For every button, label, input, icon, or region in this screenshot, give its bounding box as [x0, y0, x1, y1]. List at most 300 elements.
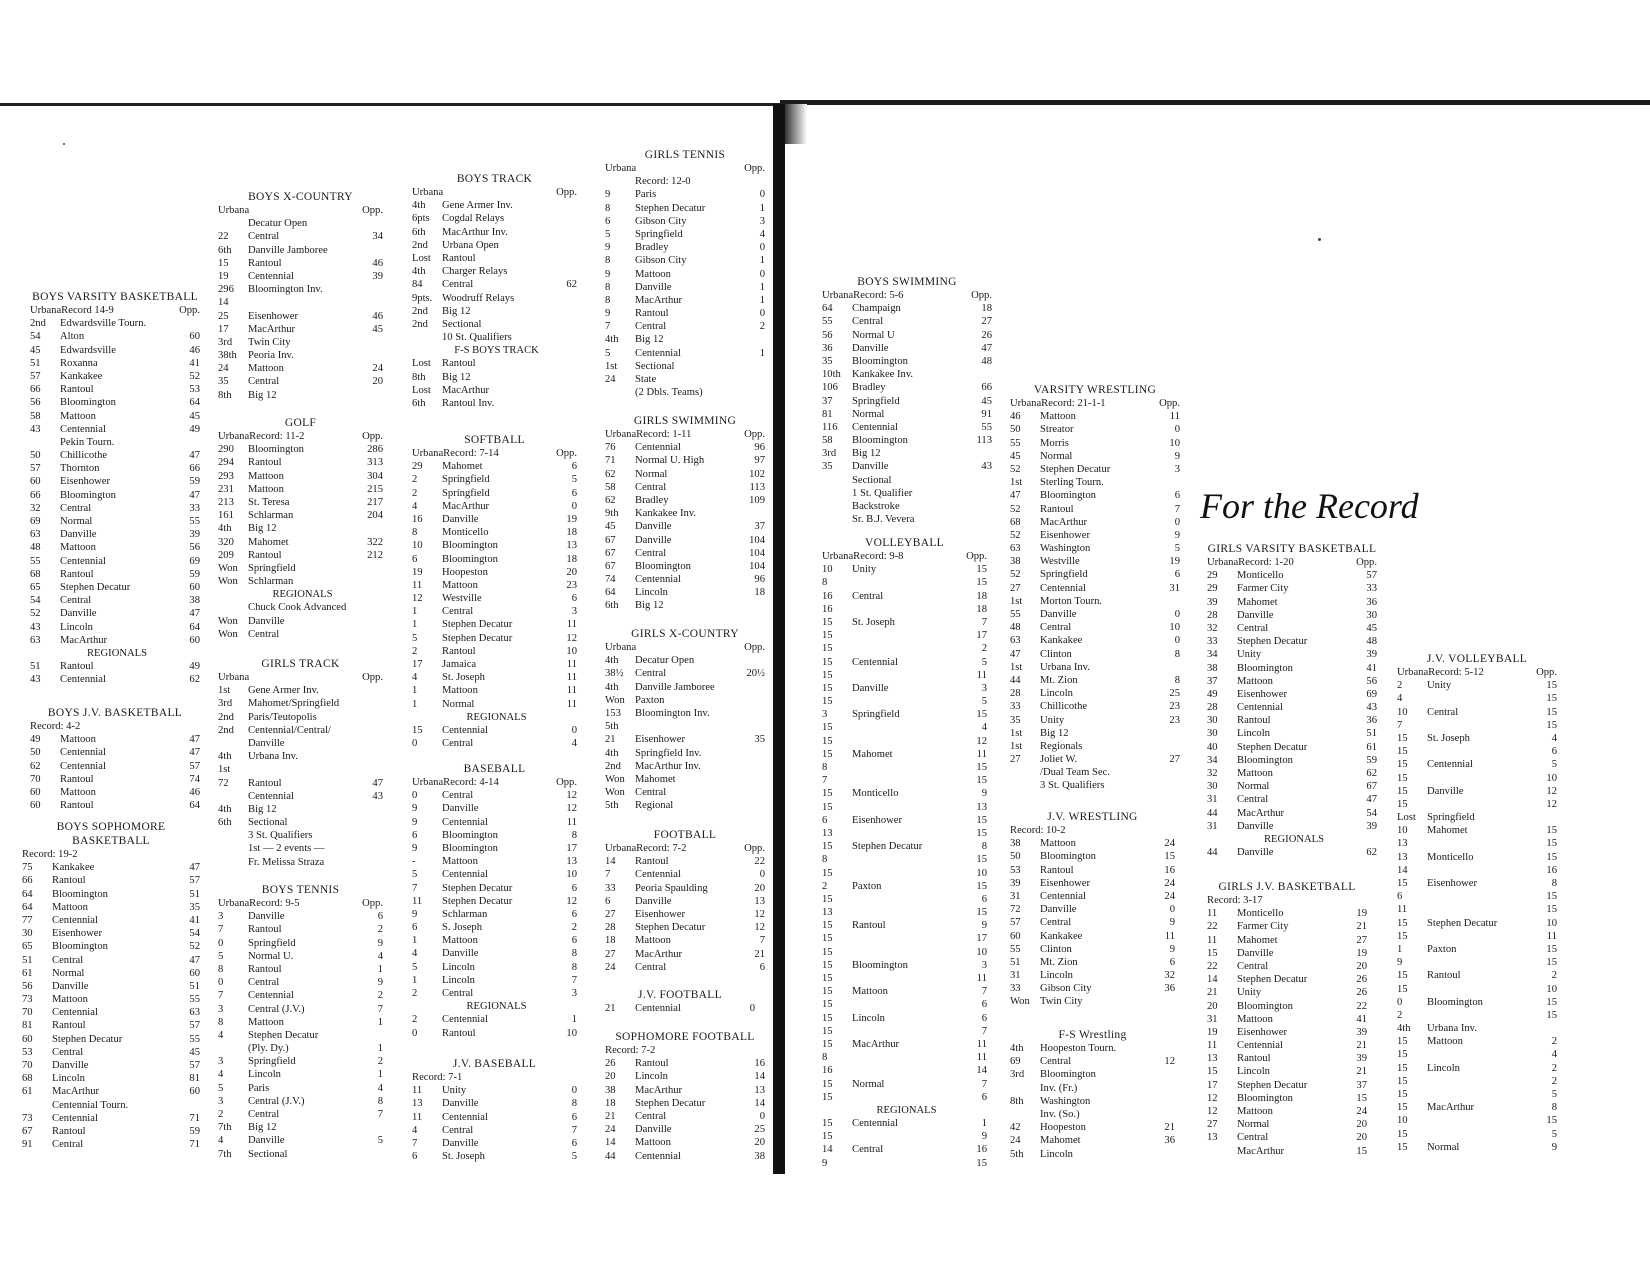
opponent-name: MacArthur	[60, 634, 108, 646]
opp-score: 4	[377, 950, 383, 962]
urbana-score: 73	[22, 994, 33, 1006]
urbana-score: 45	[30, 344, 41, 356]
opponent-name: Rantoul	[442, 1027, 476, 1039]
urbana-score: 213	[218, 496, 234, 508]
result-row	[1010, 753, 1180, 766]
opponent-name: MacArthur	[248, 323, 296, 335]
opp-score: 81	[189, 1073, 200, 1085]
opponent-name: St. Joseph	[1427, 732, 1470, 744]
result-row	[22, 1033, 200, 1046]
opp-score: 57	[1366, 570, 1377, 582]
urbana-score: 24	[605, 374, 616, 385]
opponent-name	[852, 695, 961, 708]
opponent-name: Rantoul	[52, 875, 86, 887]
urbana-score: 38	[1010, 838, 1021, 850]
opp-label: Opp.	[744, 642, 765, 653]
opponent-name	[852, 761, 961, 774]
opponent-name: Danville	[52, 980, 89, 992]
urbana-score: 24	[1010, 1135, 1021, 1147]
result-row	[1010, 700, 1180, 713]
opp-score: 18	[566, 553, 577, 565]
opp-score	[1149, 1108, 1175, 1121]
urbana-score: 63	[1010, 635, 1021, 647]
opponent-name: Mattoon	[60, 410, 96, 422]
urbana-score: 16	[412, 513, 423, 525]
result-row	[218, 496, 383, 509]
result-row	[1207, 582, 1377, 595]
section-title: VARSITY WRESTLING	[1033, 384, 1157, 396]
result-row	[218, 963, 383, 976]
result-row	[1397, 996, 1557, 1009]
opp-score	[357, 724, 383, 737]
urbana-score	[22, 1099, 52, 1112]
result-row	[605, 228, 765, 241]
urbana-score: 72	[1010, 904, 1021, 916]
opp-score	[966, 487, 992, 500]
record-header	[822, 550, 987, 563]
result-row	[412, 371, 577, 384]
result-row	[605, 520, 765, 533]
result-row	[412, 974, 577, 987]
opponent-name: Twin City	[1040, 996, 1083, 1008]
opp-score	[174, 436, 200, 449]
opponent-name: Centennial	[852, 656, 898, 668]
urbana-score: 57	[1010, 917, 1021, 929]
result-row	[605, 560, 765, 573]
opp-score: 20½	[746, 668, 765, 680]
urbana-score: 4	[412, 672, 418, 684]
opp-score: 9	[981, 920, 987, 932]
result-row	[605, 747, 765, 760]
result-row	[412, 1027, 577, 1040]
opp-score: 6	[571, 487, 577, 499]
opp-score	[357, 349, 383, 362]
opp-score: 15	[976, 814, 987, 826]
urbana-score: 15	[1397, 1128, 1408, 1140]
opp-score: 38	[754, 1150, 765, 1162]
urbana-score: 15	[822, 933, 833, 945]
opponent-name: Mt. Zion	[1040, 674, 1078, 686]
section-gvb	[1207, 542, 1377, 859]
result-row	[822, 708, 987, 721]
urbana-score	[218, 601, 248, 614]
opp-score: 46	[189, 344, 200, 356]
record-label: Record: 3-17	[1207, 895, 1263, 906]
opponent-name: Danville	[248, 911, 285, 923]
record-header	[412, 186, 577, 199]
result-row	[412, 344, 577, 357]
result-row	[412, 908, 577, 921]
opp-score: 46	[372, 310, 383, 322]
opp-score: 14	[754, 1071, 765, 1083]
result-row	[1010, 1134, 1175, 1147]
urbana-score: 43	[30, 674, 41, 686]
opp-score: 1	[759, 202, 765, 214]
result-row	[22, 993, 200, 1006]
opp-score: 9	[1169, 917, 1175, 929]
opp-score: 52	[189, 370, 200, 382]
urbana-score: -	[412, 856, 416, 868]
result-row	[1397, 1035, 1557, 1048]
urbana-score: 15	[822, 1038, 833, 1050]
opp-score: 8	[571, 948, 577, 960]
result-row	[605, 882, 765, 895]
opp-score: 1	[759, 255, 765, 267]
record-label: Record: 7-1	[412, 1072, 463, 1083]
opp-score: 11	[976, 748, 987, 760]
urbana-score: 15	[1397, 1049, 1408, 1061]
record-header	[822, 289, 992, 302]
opponent-name: Centennial Tourn.	[52, 1099, 129, 1111]
opp-score: 15	[1546, 719, 1557, 731]
section-gtennis	[605, 148, 765, 399]
section-vwrest	[1010, 383, 1180, 793]
urbana-score: 30	[22, 928, 33, 940]
urbana-score: 35	[822, 355, 833, 367]
opp-score: 35	[189, 901, 200, 913]
record-header	[412, 447, 577, 460]
record-label: UrbanaRecord: 1-11	[605, 429, 692, 440]
opponent-name: Central	[442, 279, 474, 291]
result-row	[605, 895, 765, 908]
result-row	[218, 842, 383, 855]
opp-score: 69	[1366, 688, 1377, 700]
opp-score: 43	[372, 790, 383, 802]
opp-score: 11	[976, 669, 987, 681]
urbana-score: 38	[1010, 556, 1021, 568]
opponent-name: Paxton	[1427, 943, 1457, 955]
result-row	[218, 536, 383, 549]
opponent-name: Danville	[52, 1060, 89, 1071]
opponent-name: Big 12	[248, 523, 277, 535]
result-row	[605, 320, 765, 333]
opp-score: 8	[571, 1098, 577, 1110]
opponent-name: Central	[1427, 706, 1459, 718]
urbana-score: 62	[30, 760, 41, 772]
opp-score: 71	[189, 1112, 200, 1124]
urbana-score: 0	[412, 1027, 418, 1039]
opp-score: 64	[189, 800, 200, 812]
result-row	[412, 802, 577, 815]
urbana-score: 55	[822, 316, 833, 328]
result-row	[22, 1125, 200, 1138]
section-title: GOLF	[284, 417, 317, 429]
urbana-score: 3rd	[1010, 1069, 1025, 1081]
opp-score: 217	[367, 496, 383, 508]
opponent-name: Centennial	[852, 1118, 898, 1130]
opp-score: 57	[189, 1060, 200, 1071]
opponent-name: Eisenhower	[635, 908, 686, 920]
result-row	[822, 381, 992, 394]
urbana-score: 35	[822, 461, 833, 473]
opp-score: 66	[189, 463, 200, 475]
result-row	[1397, 745, 1557, 758]
opp-score: 27	[1356, 934, 1367, 946]
urbana-score: Won	[605, 694, 625, 706]
result-row	[30, 330, 200, 343]
urbana-score: 5	[605, 347, 611, 359]
opponent-name	[852, 603, 961, 616]
result-row	[1397, 1048, 1557, 1061]
result-row	[1010, 956, 1175, 969]
result-row	[822, 315, 992, 328]
urbana-score: 91	[22, 1139, 33, 1151]
urbana-score: 32	[1207, 768, 1218, 779]
opp-score: 0	[1174, 609, 1180, 620]
result-row	[1010, 674, 1180, 687]
urbana-score: 16	[822, 590, 833, 602]
section-bsb	[22, 820, 200, 1151]
opponent-name: St. Teresa	[248, 496, 290, 508]
opponent-name: REGIONALS	[876, 1104, 937, 1116]
opponent-name: Bloomington	[852, 355, 908, 367]
result-row	[412, 684, 577, 697]
opponent-name: Stephen Decatur	[442, 882, 513, 894]
urbana-score: 73	[22, 1112, 33, 1124]
record-label: UrbanaRecord: 9-8	[822, 551, 904, 562]
opp-score: 15	[1546, 943, 1557, 955]
urbana-score: 56	[22, 980, 33, 992]
result-row	[822, 395, 992, 408]
result-row	[822, 959, 987, 972]
urbana-score: 27	[605, 908, 616, 920]
opponent-name: Central	[442, 790, 474, 802]
urbana-score: 1st	[605, 360, 618, 372]
opp-score: 59	[189, 476, 200, 488]
urbana-score: 9th	[605, 508, 619, 520]
result-row	[218, 1121, 383, 1134]
opponent-name: Central	[248, 628, 280, 640]
result-row	[412, 212, 577, 225]
result-row	[605, 307, 765, 320]
result-row	[412, 553, 577, 566]
opp-score: 12	[754, 922, 765, 934]
opponent-name: Danville	[635, 281, 672, 293]
result-row	[412, 239, 577, 252]
opp-score: 6	[1174, 569, 1180, 581]
opponent-name: Washington	[1040, 1095, 1091, 1107]
urbana-score	[218, 842, 248, 855]
opp-score: 19	[1356, 947, 1367, 959]
result-row	[30, 733, 200, 746]
urbana-score: 25	[218, 310, 229, 322]
opponent-name: Stephen Decatur	[442, 895, 513, 907]
opp-score: 62	[1366, 847, 1377, 859]
result-row	[412, 1084, 577, 1097]
urbana-score: 12	[1207, 1092, 1218, 1104]
opp-score: 64	[189, 397, 200, 409]
result-row	[1010, 489, 1180, 502]
result-row	[1397, 1009, 1557, 1022]
urbana-score: 9	[605, 189, 611, 201]
opp-score: 3	[759, 215, 765, 227]
urbana-score: 2	[412, 1014, 418, 1026]
opponent-name: Normal	[1237, 781, 1270, 793]
result-row	[218, 684, 383, 697]
opp-score: 10	[1169, 622, 1180, 634]
opp-score: 23	[1169, 714, 1180, 726]
opponent-name: Lincoln	[442, 961, 475, 973]
result-row	[412, 842, 577, 855]
result-row	[1010, 516, 1180, 529]
urbana-score: 15	[822, 669, 833, 681]
urbana-score: 1st	[1010, 595, 1023, 607]
opponent-name: Paxton	[852, 880, 882, 892]
opponent-name: Centennial	[442, 1111, 488, 1123]
opponent-name: Mattoon	[635, 1137, 671, 1149]
opp-score	[551, 397, 577, 410]
opp-score	[1154, 766, 1180, 779]
opponent-name: 1st — 2 events —	[248, 843, 325, 855]
urbana-score: 27	[605, 948, 616, 960]
opponent-name: Rantoul	[60, 800, 94, 812]
urbana-score: Lost	[412, 358, 431, 370]
result-row	[605, 1084, 765, 1097]
urbana-score: 62	[605, 494, 616, 506]
opponent-name: Clinton	[1040, 943, 1072, 955]
urbana-score: 15	[412, 724, 423, 736]
opp-score	[1154, 595, 1180, 608]
opponent-name: Stephen Decatur	[1237, 741, 1308, 753]
opp-score: 1	[571, 1014, 577, 1026]
opp-score: 15	[976, 775, 987, 787]
result-row	[605, 534, 765, 547]
opp-score	[961, 1104, 987, 1117]
opponent-name: Rantoul	[635, 856, 669, 868]
record-header	[605, 162, 765, 175]
opponent-name: Mahomet	[1427, 825, 1468, 837]
opp-score: 11	[1164, 930, 1175, 942]
result-row	[605, 347, 765, 360]
opp-score	[357, 711, 383, 724]
opponent-name: Central	[442, 738, 474, 750]
opp-score: 11	[976, 1038, 987, 1050]
opp-score: 23	[566, 579, 577, 591]
result-row	[30, 746, 200, 759]
section-title: VOLLEYBALL	[864, 537, 944, 549]
result-row	[412, 724, 577, 737]
opp-score: 96	[754, 442, 765, 454]
result-row	[30, 773, 200, 786]
opp-score	[739, 694, 765, 707]
result-row	[218, 1042, 383, 1055]
opponent-name: Danville	[442, 513, 479, 525]
opp-score: 24	[1164, 877, 1175, 889]
result-row	[822, 1104, 987, 1117]
opp-label	[168, 720, 200, 733]
result-row	[30, 799, 200, 812]
opp-score: 11	[976, 1052, 987, 1064]
opp-score: 96	[754, 574, 765, 586]
opp-score: 55	[189, 516, 200, 527]
urbana-score: 5	[605, 228, 611, 240]
opponent-name: Centennial	[635, 1003, 681, 1014]
urbana-score: 10	[1397, 825, 1408, 837]
urbana-score: 5	[412, 632, 418, 644]
urbana-score: 1	[412, 698, 418, 710]
opp-score: 12	[566, 632, 577, 644]
opp-score: 39	[1366, 649, 1377, 661]
opponent-name	[852, 827, 961, 840]
opponent-name	[1427, 890, 1531, 903]
opp-score: 2	[759, 321, 765, 333]
urbana-score: 9	[412, 803, 418, 815]
urbana-score: 2	[412, 474, 418, 486]
section-title: BOYS TRACK	[456, 173, 533, 185]
opponent-name: Centennial	[442, 869, 488, 881]
section-football	[605, 828, 765, 974]
urbana-score: 66	[30, 489, 41, 501]
result-row	[822, 590, 987, 603]
result-row	[22, 1006, 200, 1019]
urbana-score: 9	[412, 842, 418, 854]
urbana-score: 20	[1207, 1000, 1218, 1012]
result-row	[605, 733, 765, 746]
opponent-name: Danville	[248, 615, 285, 627]
opp-score	[357, 562, 383, 575]
opp-score: 15	[1546, 904, 1557, 916]
urbana-score	[30, 647, 60, 660]
urbana-score: 7	[218, 924, 224, 936]
opponent-name: St. Joseph	[442, 1151, 485, 1163]
urbana-score: 15	[822, 867, 833, 879]
result-row	[1207, 1039, 1367, 1052]
opp-score: 15	[1546, 680, 1557, 692]
urbana-score: 6pts	[412, 213, 430, 225]
opp-score	[174, 317, 200, 330]
opp-score: 60	[189, 581, 200, 593]
result-row	[605, 1057, 765, 1070]
urbana-score: 2	[218, 1109, 224, 1120]
result-row	[218, 575, 383, 588]
opp-label: Opp.	[744, 843, 765, 854]
opp-score: 1	[377, 963, 383, 975]
result-row	[1010, 476, 1180, 489]
result-row	[1207, 807, 1377, 820]
urbana-score	[1010, 779, 1040, 792]
urbana-score: 68	[1010, 516, 1021, 528]
opp-score: 4	[759, 228, 765, 240]
opp-label: Opp.	[179, 305, 200, 316]
opponent-name: Central	[635, 787, 667, 799]
urbana-score: 21	[605, 734, 616, 746]
opp-score: 5	[571, 1151, 577, 1163]
opponent-name: Stephen Decatur	[442, 632, 513, 644]
result-row	[1010, 916, 1175, 929]
opponent-name: Springfield	[1040, 569, 1088, 581]
opponent-name: Woodruff Relays	[442, 292, 515, 304]
urbana-score: 30	[1207, 728, 1218, 740]
urbana-score	[218, 588, 248, 601]
result-row	[412, 645, 577, 658]
opponent-name: Normal	[52, 967, 85, 979]
result-row	[412, 252, 577, 265]
opponent-name: MacArthur	[442, 384, 490, 396]
result-row	[822, 616, 987, 629]
result-row	[605, 481, 765, 494]
urbana-score: 63	[30, 529, 41, 541]
result-row	[30, 449, 200, 462]
urbana-score: 0	[412, 738, 418, 750]
opponent-name	[852, 629, 961, 642]
opp-score: 6	[1174, 490, 1180, 502]
urbana-score: 2nd	[605, 760, 621, 772]
result-row	[822, 1143, 987, 1156]
opponent-name: Normal	[852, 1078, 885, 1090]
result-row	[822, 342, 992, 355]
opp-score: 19	[566, 513, 577, 525]
section-btrack	[412, 172, 577, 410]
